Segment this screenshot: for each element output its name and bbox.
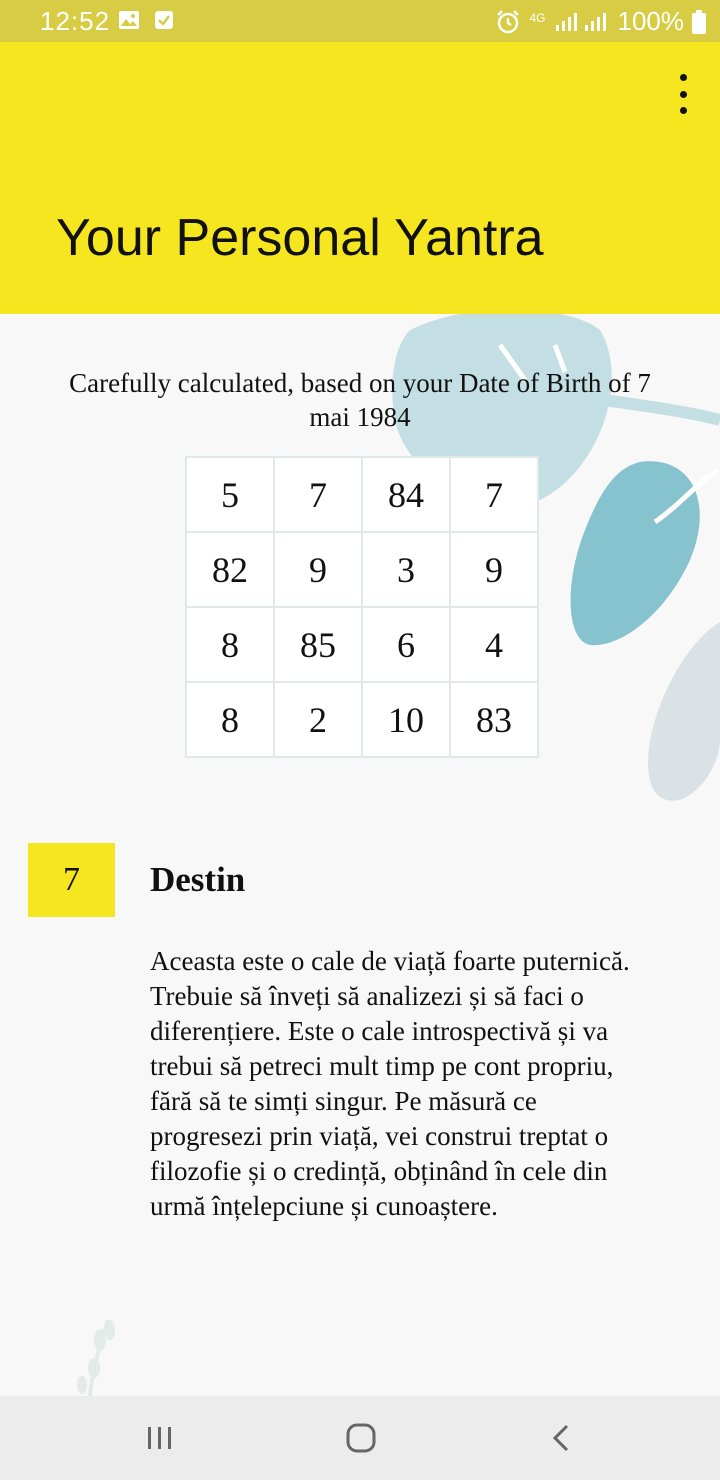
yantra-cell: 82 [187,533,273,606]
yantra-cell: 8 [187,608,273,681]
yantra-cell: 83 [451,683,537,756]
more-vert-icon[interactable] [668,74,698,114]
destiny-number-badge: 7 [28,843,115,917]
yantra-cell: 2 [275,683,361,756]
section-title: Destin [150,860,246,899]
navigation-bar [0,1396,720,1480]
yantra-subtitle: Carefully calculated, based on your Date of Birth of 7 mai 1984 [69,368,651,432]
page-title: Your Personal Yantra [56,209,544,267]
section-description: Aceasta este o cale de viață foarte puternică. Trebuie să înveți să analizezi și să faci o diferențiere. Este o cale introspectivă și va trebui să petreci mult timp pe cont propriu, fără să te simți singur. Pe măsură ce progresezi prin viață, vei construi treptat o filozofie și o credință, obținând în cele din urmă înțelepciune și cunoaștere. [150,946,630,1221]
yantra-grid [185,456,539,758]
yantra-cell: 10 [363,683,449,756]
signal-icon [554,11,610,33]
app-bar [0,42,720,314]
back-icon[interactable] [542,1418,582,1458]
yantra-cell: 7 [275,458,361,531]
network-type: 4G [529,10,546,25]
yantra-cell: 9 [451,533,537,606]
check-icon [154,10,174,30]
recent-apps-icon[interactable] [140,1418,180,1458]
yantra-cell: 9 [275,533,361,606]
yantra-cell: 84 [363,458,449,531]
status-time: 12:52 [40,6,111,36]
yantra-cell: 85 [275,608,361,681]
battery-percent: 100% [617,6,684,36]
yantra-cell: 3 [363,533,449,606]
yantra-cell: 8 [187,683,273,756]
yantra-cell: 6 [363,608,449,681]
yantra-cell: 7 [451,458,537,531]
home-icon[interactable] [341,1418,381,1458]
image-icon [118,10,140,30]
yantra-cell: 5 [187,458,273,531]
yantra-cell: 4 [451,608,537,681]
alarm-icon [495,9,521,35]
battery-icon [692,10,706,34]
status-bar [0,0,720,42]
